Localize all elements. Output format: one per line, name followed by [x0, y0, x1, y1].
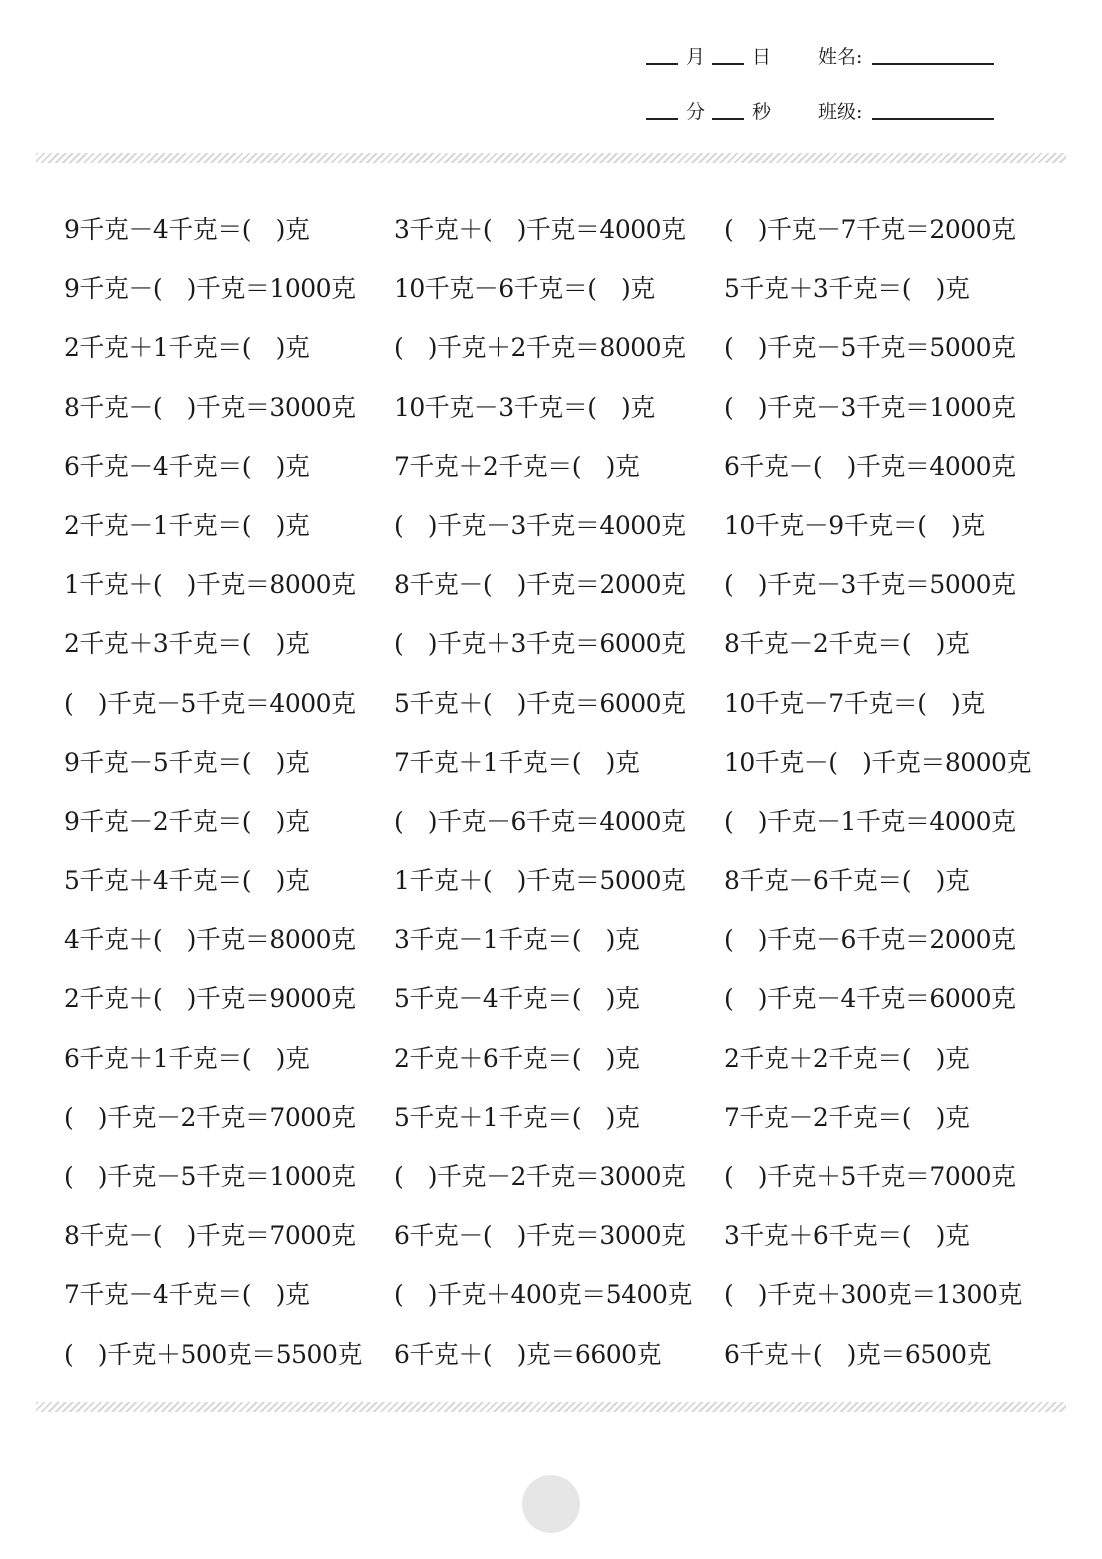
bottom-divider: [36, 1402, 1066, 1412]
problem-item: ( )千克－6千克＝4000克: [394, 806, 686, 836]
problem-item: 8千克－( )千克＝3000克: [64, 392, 356, 422]
problem-item: 2千克＋2千克＝( )克: [724, 1043, 970, 1073]
date-name-row: [646, 42, 1046, 72]
problem-item: 7千克＋1千克＝( )克: [394, 747, 640, 777]
problem-item: 5千克＋1千克＝( )克: [394, 1102, 640, 1132]
month-label: 月: [686, 46, 706, 68]
problem-item: ( )千克－2千克＝3000克: [394, 1162, 686, 1191]
problem-item: ( )千克－3千克＝4000克: [394, 510, 686, 540]
problem-item: 9千克－( )千克＝1000克: [64, 274, 356, 304]
problem-item: 1千克＋( )千克＝8000克: [64, 570, 356, 600]
problem-row: [64, 1206, 1064, 1265]
problem-row: [64, 614, 1064, 673]
problem-row: [64, 969, 1064, 1028]
problem-item: 7千克－4千克＝( )克: [64, 1280, 310, 1310]
problem-item: 3千克＋( )千克＝4000克: [394, 215, 686, 244]
problem-item: 5千克＋3千克＝( )克: [724, 274, 970, 304]
problem-item: 6千克＋( )克＝6500克: [724, 1339, 992, 1369]
problem-item: 2千克－1千克＝( )克: [64, 510, 310, 540]
day-blank[interactable]: [712, 63, 744, 65]
problem-row: [64, 1265, 1064, 1324]
problem-item: 9千克－2千克＝( )克: [64, 806, 310, 836]
problem-item: 7千克－2千克＝( )克: [724, 1102, 970, 1132]
problem-item: ( )千克＋3千克＝6000克: [394, 629, 686, 659]
problem-grid: [64, 200, 1064, 1384]
problem-item: ( )千克＋2千克＝8000克: [394, 333, 686, 363]
problem-item: 10千克－( )千克＝8000克: [724, 747, 1031, 777]
problem-item: ( )千克－1千克＝4000克: [724, 806, 1016, 836]
problem-row: [64, 200, 1064, 259]
problem-item: 7千克＋2千克＝( )克: [394, 451, 640, 481]
problem-item: ( )千克－5千克＝4000克: [64, 688, 356, 718]
problem-item: ( )千克＋300克＝1300克: [724, 1280, 1022, 1310]
problem-item: 2千克＋( )千克＝9000克: [64, 984, 356, 1014]
problem-item: 8千克－( )千克＝2000克: [394, 570, 686, 600]
problem-item: ( )千克＋400克＝5400克: [394, 1280, 692, 1310]
class-label: 班级:: [818, 101, 863, 123]
name-blank[interactable]: [872, 63, 994, 65]
problem-row: [64, 318, 1064, 377]
problem-item: ( )千克＋500克＝5500克: [64, 1339, 362, 1369]
problem-item: 2千克＋3千克＝( )克: [64, 629, 310, 659]
top-divider: [36, 153, 1066, 163]
problem-item: ( )千克－4千克＝6000克: [724, 984, 1016, 1014]
problem-item: ( )千克－3千克＝5000克: [724, 570, 1016, 600]
problem-item: 5千克－4千克＝( )克: [394, 984, 640, 1014]
problem-item: 10千克－6千克＝( )克: [394, 274, 655, 304]
second-blank[interactable]: [712, 118, 744, 120]
problem-item: 8千克－6千克＝( )克: [724, 866, 970, 896]
minute-label: 分: [686, 101, 706, 123]
problem-row: [64, 259, 1064, 318]
problem-item: 6千克－( )千克＝3000克: [394, 1221, 686, 1251]
problem-item: 10千克－3千克＝( )克: [394, 392, 655, 422]
problem-item: 6千克＋1千克＝( )克: [64, 1043, 310, 1073]
problem-item: 2千克＋6千克＝( )克: [394, 1043, 640, 1073]
problem-item: 4千克＋( )千克＝8000克: [64, 925, 356, 955]
problem-row: [64, 910, 1064, 969]
problem-item: 9千克－5千克＝( )克: [64, 747, 310, 777]
problem-item: 2千克＋1千克＝( )克: [64, 333, 310, 363]
time-class-row: [646, 97, 1046, 127]
problem-row: [64, 555, 1064, 614]
problem-row: [64, 851, 1064, 910]
problem-item: 6千克＋( )克＝6600克: [394, 1339, 662, 1369]
problem-item: 8千克－2千克＝( )克: [724, 629, 970, 659]
problem-item: ( )千克－7千克＝2000克: [724, 215, 1016, 244]
problem-row: [64, 1029, 1064, 1088]
problem-item: ( )千克－5千克＝5000克: [724, 333, 1016, 363]
page-number-circle: [522, 1475, 580, 1533]
problem-row: [64, 437, 1064, 496]
problem-item: 8千克－( )千克＝7000克: [64, 1221, 356, 1251]
problem-row: [64, 1325, 1064, 1384]
problem-item: 9千克－4千克＝( )克: [64, 215, 310, 244]
second-label: 秒: [752, 101, 772, 123]
problem-item: ( )千克－5千克＝1000克: [64, 1162, 356, 1191]
problem-item: ( )千克－3千克＝1000克: [724, 392, 1016, 422]
problem-item: 3千克－1千克＝( )克: [394, 925, 640, 955]
problem-row: [64, 1088, 1064, 1147]
problem-row: [64, 378, 1064, 437]
problem-row: [64, 792, 1064, 851]
problem-row: [64, 674, 1064, 733]
problem-item: 1千克＋( )千克＝5000克: [394, 866, 686, 896]
problem-item: ( )千克－6千克＝2000克: [724, 925, 1016, 955]
problem-item: 3千克＋6千克＝( )克: [724, 1221, 970, 1251]
problem-row: [64, 496, 1064, 555]
problem-item: 10千克－9千克＝( )克: [724, 510, 985, 540]
problem-item: ( )千克＋5千克＝7000克: [724, 1162, 1016, 1191]
worksheet-header: [0, 0, 1102, 150]
problem-row: [64, 733, 1064, 792]
problem-item: 6千克－4千克＝( )克: [64, 451, 310, 481]
problem-item: 5千克＋( )千克＝6000克: [394, 688, 686, 718]
minute-blank[interactable]: [646, 118, 678, 120]
problem-item: 10千克－7千克＝( )克: [724, 688, 985, 718]
name-label: 姓名:: [818, 46, 863, 68]
day-label: 日: [752, 46, 772, 68]
problem-item: 5千克＋4千克＝( )克: [64, 866, 310, 896]
problem-item: ( )千克－2千克＝7000克: [64, 1102, 356, 1132]
problem-row: [64, 1147, 1064, 1206]
class-blank[interactable]: [872, 118, 994, 120]
problem-item: 6千克－( )千克＝4000克: [724, 451, 1016, 481]
month-blank[interactable]: [646, 63, 678, 65]
